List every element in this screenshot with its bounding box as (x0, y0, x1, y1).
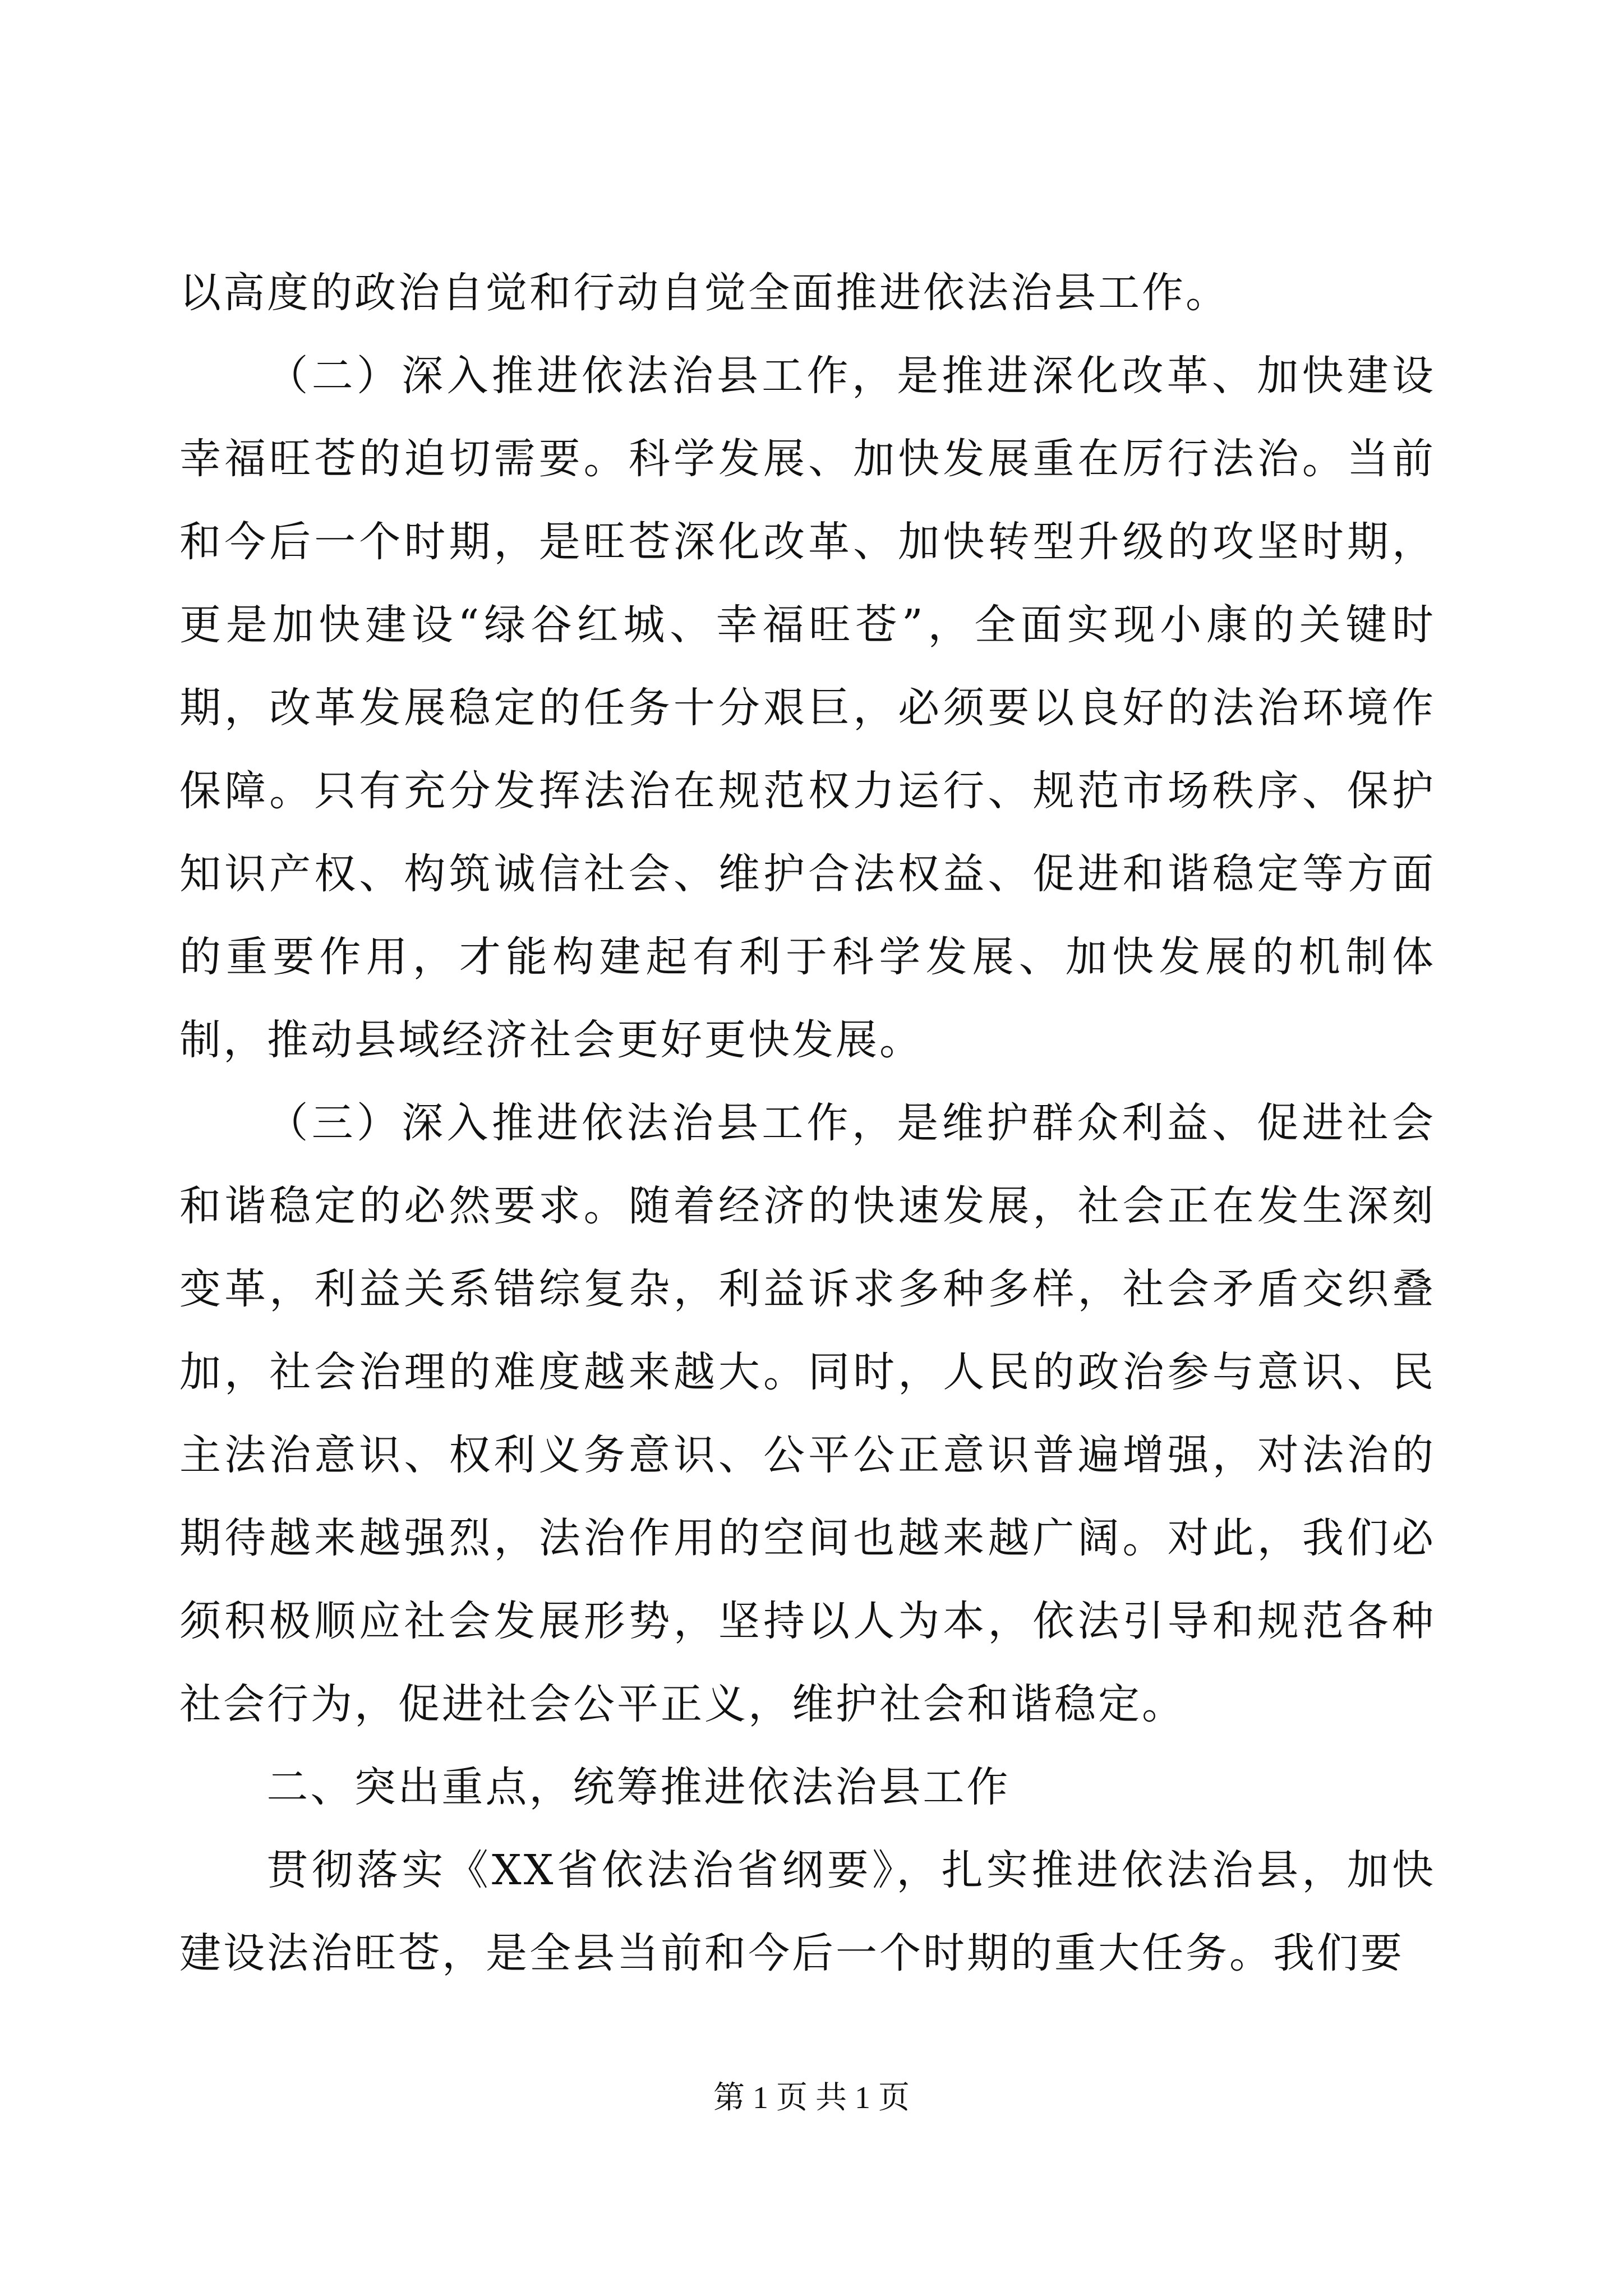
paragraph-implementation: 贯彻落实《XX省依法治省纲要》，扎实推进依法治县，加快建设法治旺苍，是全县当前和今后一个时期的重大任务。我们要 (179, 1846, 1436, 1977)
page-footer: 第 1 页 共 1 页 (713, 2081, 910, 2115)
document-body (179, 251, 1436, 1995)
heading-part-two: 二、突出重点，统筹推进依法治县工作 (266, 1763, 1011, 1811)
paragraph-continuation: 以高度的政治自觉和行动自觉全面推进依法治县工作。 (179, 269, 1229, 317)
paragraph-section-three: （三）深入推进依法治县工作，是维护群众利益、促进社会和谐稳定的必然要求。随着经济的快速发展，社会正在发生深刻变革，利益关系错综复杂，利益诉求多种多样，社会矛盾交织叠加，社会治理的难度越来越大。同时，人民的政治参与意识、民主法治意识、权利义务意识、公平公正意识普遍增强，对法治的期待越来越强烈，法治作用的空间也越来越广阔。对此，我们必须积极顺应社会发展形势，坚持以人为本，依法引导和规范各种社会行为，促进社会公平正义，维护社会和谐稳定。 (179, 1099, 1436, 1728)
paragraph-section-two: （二）深入推进依法治县工作，是推进深化改革、加快建设幸福旺苍的迫切需要。科学发展、加快发展重在厉行法治。当前和今后一个时期，是旺苍深化改革、加快转型升级的攻坚时期，更是加快建设“绿谷红城、幸福旺苍”，全面实现小康的关键时期，改革发展稳定的任务十分艰巨，必须要以良好的法治环境作保障。只有充分发挥法治在规范权力运行、规范市场秩序、保护知识产权、构筑诚信社会、维护合法权益、促进和谐稳定等方面的重要作用，才能构建起有利于科学发展、加快发展的机制体制，推动县域经济社会更好更快发展。 (179, 352, 1436, 1064)
